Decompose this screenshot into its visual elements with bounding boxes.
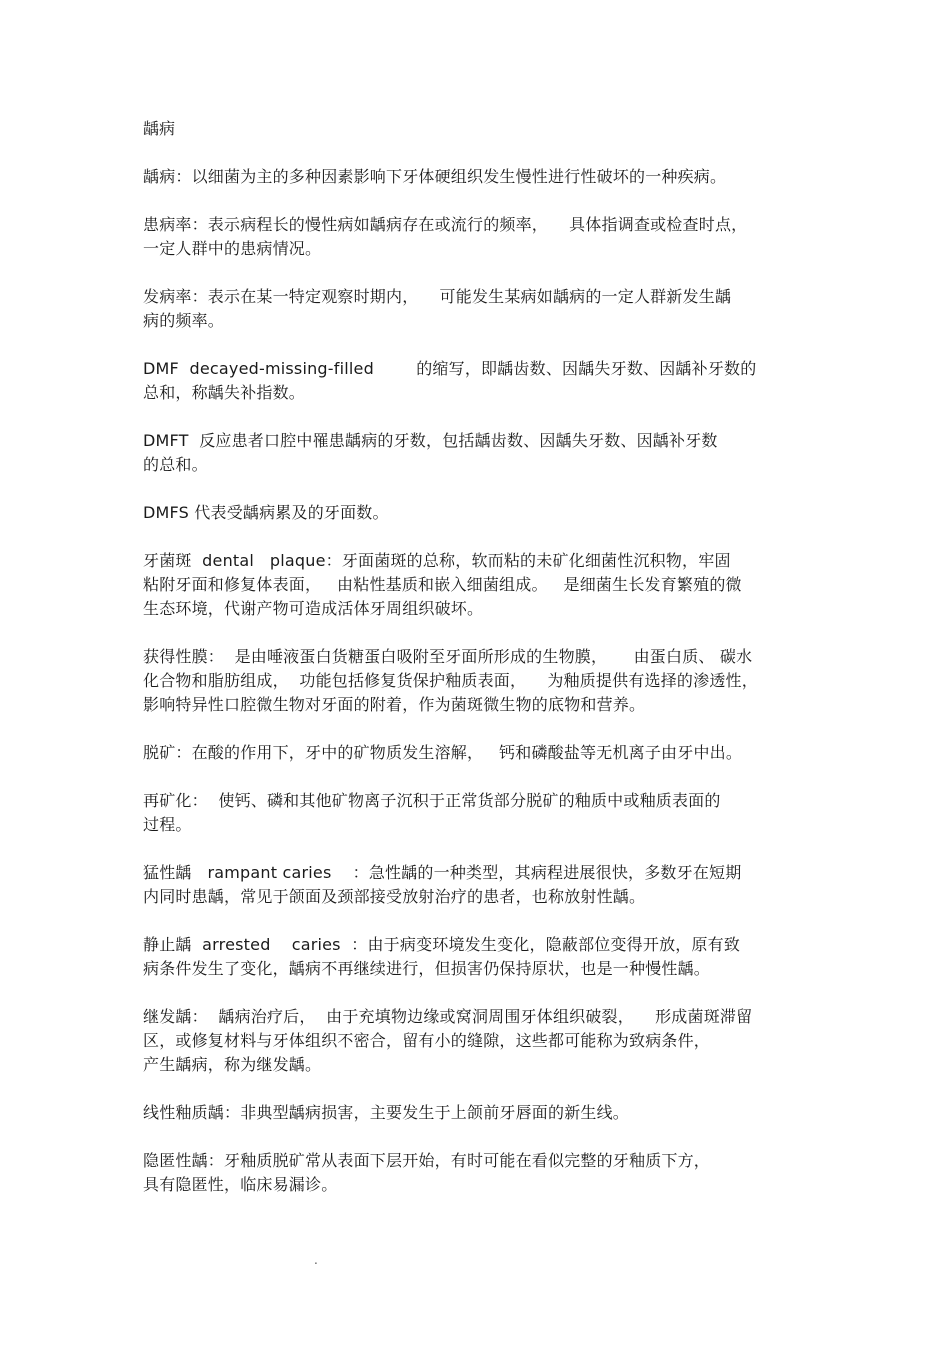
paragraph-line: 生态环境，代谢产物可造成活体牙周组织破坏。 (143, 599, 484, 618)
paragraph (143, 429, 808, 477)
paragraph-line: 获得性膜： 是由唾液蛋白货糖蛋白吸附至牙面所形成的生物膜， 由蛋白质、 碳水 (143, 647, 753, 666)
paragraph (143, 741, 808, 765)
paragraph-line: DMFT 反应患者口腔中罹患龋病的牙数，包括龋齿数、因龋失牙数、因龋补牙数 (143, 431, 718, 450)
paragraph-line: 内同时患龋，常见于颌面及颈部接受放射治疗的患者，也称放射性龋。 (143, 887, 646, 906)
paragraph-line: 患病率：表示病程长的慢性病如龋病存在或流行的频率， 具体指调查或检查时点， (143, 215, 748, 234)
paragraph-line: 病的频率。 (143, 311, 225, 330)
paragraph-line: 猛性龋 rampant caries ：急性龋的一种类型，其病程进展很快，多数牙在短期 (143, 863, 742, 882)
paragraph (143, 357, 808, 405)
paragraph-line: 总和，称龋失补指数。 (143, 383, 306, 402)
paragraph-line: 龋病：以细菌为主的多种因素影响下牙体硬组织发生慢性进行性破坏的一种疾病。 (143, 167, 727, 186)
paragraph-line: 过程。 (143, 815, 192, 834)
paragraph-line: 区，或修复材料与牙体组织不密合，留有小的缝隙，这些都可能称为致病条件， (143, 1031, 711, 1050)
paragraph-line: 一定人群中的患病情况。 (143, 239, 322, 258)
paragraph-line: 隐匿性龋：牙釉质脱矿常从表面下层开始，有时可能在看似完整的牙釉质下方， (143, 1151, 711, 1170)
page-title: 龋病 (143, 119, 176, 138)
document-body (143, 117, 808, 1221)
paragraph-line: 影响特异性口腔微生物对牙面的附着，作为菌斑微生物的底物和营养。 (143, 695, 646, 714)
paragraph-line: 化合物和脂肪组成， 功能包括修复货保护釉质表面， 为釉质提供有选择的渗透性， (143, 671, 758, 690)
paragraph-line: DMFS 代表受龋病累及的牙面数。 (143, 503, 389, 522)
paragraph (143, 789, 808, 837)
paragraph-line: 发病率：表示在某一特定观察时期内， 可能发生某病如龋病的一定人群新发生龋 (143, 287, 732, 306)
paragraph-line: 牙菌斑 dental plaque：牙面菌斑的总称，软而粘的未矿化细菌性沉积物，牢固 (143, 551, 731, 570)
paragraph-line: 再矿化： 使钙、磷和其他矿物离子沉积于正常货部分脱矿的釉质中或釉质表面的 (143, 791, 721, 810)
paragraph (143, 549, 808, 621)
paragraph-line: 粘附牙面和修复体表面， 由粘性基质和嵌入细菌组成。 是细菌生长发育繁殖的微 (143, 575, 742, 594)
paragraph-line: DMF decayed-missing-filled 的缩写，即龋齿数、因龋失牙数、因龋补牙数的 (143, 359, 757, 378)
paragraph (143, 861, 808, 909)
paragraph-line: 静止龋 arrested caries ：由于病变环境发生变化，隐蔽部位变得开放，原有致 (143, 935, 741, 954)
paragraph-line: 产生龋病，称为继发龋。 (143, 1055, 322, 1074)
paragraph (143, 285, 808, 333)
paragraph-list (143, 165, 808, 1197)
paragraph-line: 脱矿：在酸的作用下，牙中的矿物质发生溶解， 钙和磷酸盐等无机离子由牙中出。 (143, 743, 743, 762)
footer-mark: . (314, 1253, 318, 1267)
paragraph (143, 501, 808, 525)
paragraph-line: 具有隐匿性，临床易漏诊。 (143, 1175, 338, 1194)
paragraph (143, 1149, 808, 1197)
paragraph-line: 病条件发生了变化，龋病不再继续进行，但损害仍保持原状，也是一种慢性龋。 (143, 959, 711, 978)
paragraph-line: 线性釉质龋：非典型龋病损害，主要发生于上颌前牙唇面的新生线。 (143, 1103, 630, 1122)
paragraph (143, 933, 808, 981)
paragraph (143, 1101, 808, 1125)
paragraph (143, 213, 808, 261)
paragraph (143, 1005, 808, 1077)
paragraph (143, 165, 808, 189)
paragraph (143, 645, 808, 717)
paragraph-line: 的总和。 (143, 455, 208, 474)
paragraph-line: 继发龋： 龋病治疗后， 由于充填物边缘或窝洞周围牙体组织破裂， 形成菌斑滞留 (143, 1007, 753, 1026)
